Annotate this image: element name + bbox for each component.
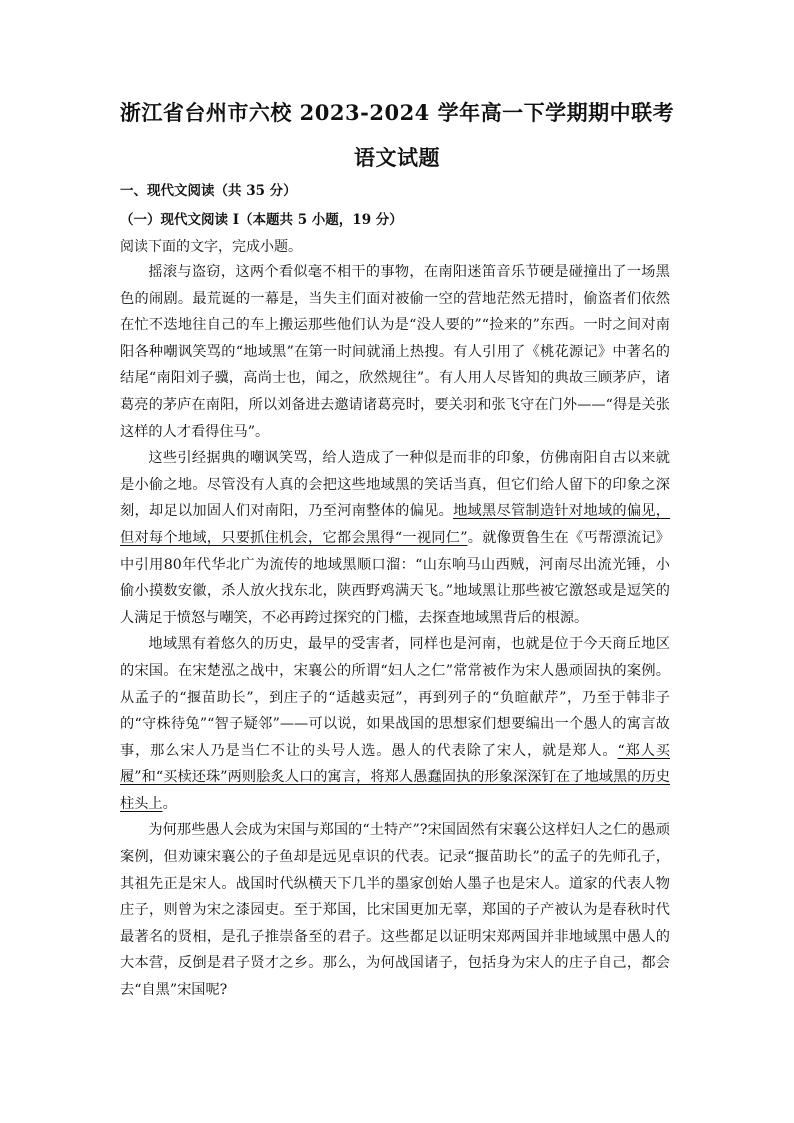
underlined-sentence-2: “郑人买履”和“买椟还珠”两则脍炙人口的寓言，将郑人愚蠢固执的形象深深钉在了地域黑的历史柱头上 bbox=[120, 742, 670, 812]
doc-subtitle: 语文试题 bbox=[354, 145, 440, 170]
paragraph-3 bbox=[120, 631, 670, 817]
instruction-text: 阅读下面的文字，完成小题。 bbox=[120, 239, 302, 255]
paragraph-2 bbox=[120, 445, 670, 631]
subsection-heading: （一）现代文阅读 I（本题共 5 小题，19 分） bbox=[120, 212, 403, 228]
paragraph-2-text-a: 这些引经据典的嘲讽笑骂，给人造成了一种似是而非的印象，仿佛南阳自古以来就是小偷之地。尽管没有人真的会把这些地域黑的笑话当真，但它们给人留下的印象之深刻，却足以加固人们对南阳，乃至河南整体的偏见。 bbox=[120, 450, 670, 520]
reading-passage bbox=[120, 259, 670, 1004]
paragraph-1: 摇滚与盗窃，这两个看似毫不相干的事物，在南阳迷笛音乐节硬是碰撞出了一场黑色的闹剧。最荒诞的一幕是，当失主们面对被偷一空的营地茫然无措时，偷盗者们依然在忙不迭地往自己的车上搬运那些他们认为是“没人要的”“捡来的”东西。一时之间对南阳各种嘲讽笑骂的“地域黑”在第一时间就涌上热搜。有人引用了《桃花源记》中著名的结尾“南阳刘子骥，高尚士也，闻之，欣然规往”。有人用人尽皆知的典故三顾茅庐，诸葛亮的茅庐在南阳，所以刘备进去邀请诸葛亮时，要关羽和张飞守在门外——“得是关张这样的人才看得住马”。 bbox=[120, 264, 670, 440]
paragraph-4: 为何那些愚人会成为宋国与郑国的“土特产”?宋国固然有宋襄公这样妇人之仁的愚顽案例，但劝谏宋襄公的子鱼却是远见卓识的代表。记录“揠苗助长”的孟子的先师孔子，其祖先正是宋人。战国时代纵横天下几半的墨家创始人墨子也是宋人。道家的代表人物庄子，则曾为宋之漆园吏。至于郑国，比宋国更加无辜，郑国的子产被认为是春秋时代最著名的贤相，是孔子推崇备至的君子。这些都足以证明宋郑两国并非地域黑中愚人的大本营，反倒是君子贤才之乡。那么，为何战国诸子，包括身为宋人的庄子自己，都会去“自黑”宋国呢? bbox=[120, 822, 670, 999]
paragraph-2-text-b: 。就像贾鲁生在《丐帮漂流记》中引用80年代华北广为流传的地域黑顺口溜：“山东响马山西贼，河南尽出流光锤，小偷小摸数安徽，杀人放火找东北，陕西野鸡满天飞。”地域黑让那些被它激怒或是逗笑的人满足于愤怒与嘲笑，不必再跨过探究的门槛，去探查地域黑背后的根源。 bbox=[120, 529, 670, 626]
paragraph-3-text-a: 地域黑有着悠久的历史，最早的受害者，同样也是河南，也就是位于今天商丘地区的宋国。在宋楚泓之战中，宋襄公的所谓“妇人之仁”常常被作为宋人愚顽固执的案例。从孟子的“揠苗助长”，到庄子的“适越卖冠”，再到列子的“负暄献芹”，乃至于韩非子的“守株待兔”“智子疑邻”——可以说，如果战国的思想家们想要编出一个愚人的寓言故事，那么宋人乃是当仁不让的头号人选。愚人的代表除了宋人，就是郑人。 bbox=[120, 636, 670, 759]
doc-title: 浙江省台州市六校 2023-2024 学年高一下学期期中联考 bbox=[119, 100, 675, 125]
underlined-sentence-1: 地域黑尽管制造针对地域的偏见，但对每个地域，只要抓住机会，它都会黑得“一视同仁” bbox=[120, 503, 670, 546]
paragraph-3-text-b: 。 bbox=[162, 795, 177, 812]
section-heading: 一、现代文阅读（共 35 分） bbox=[120, 183, 297, 199]
